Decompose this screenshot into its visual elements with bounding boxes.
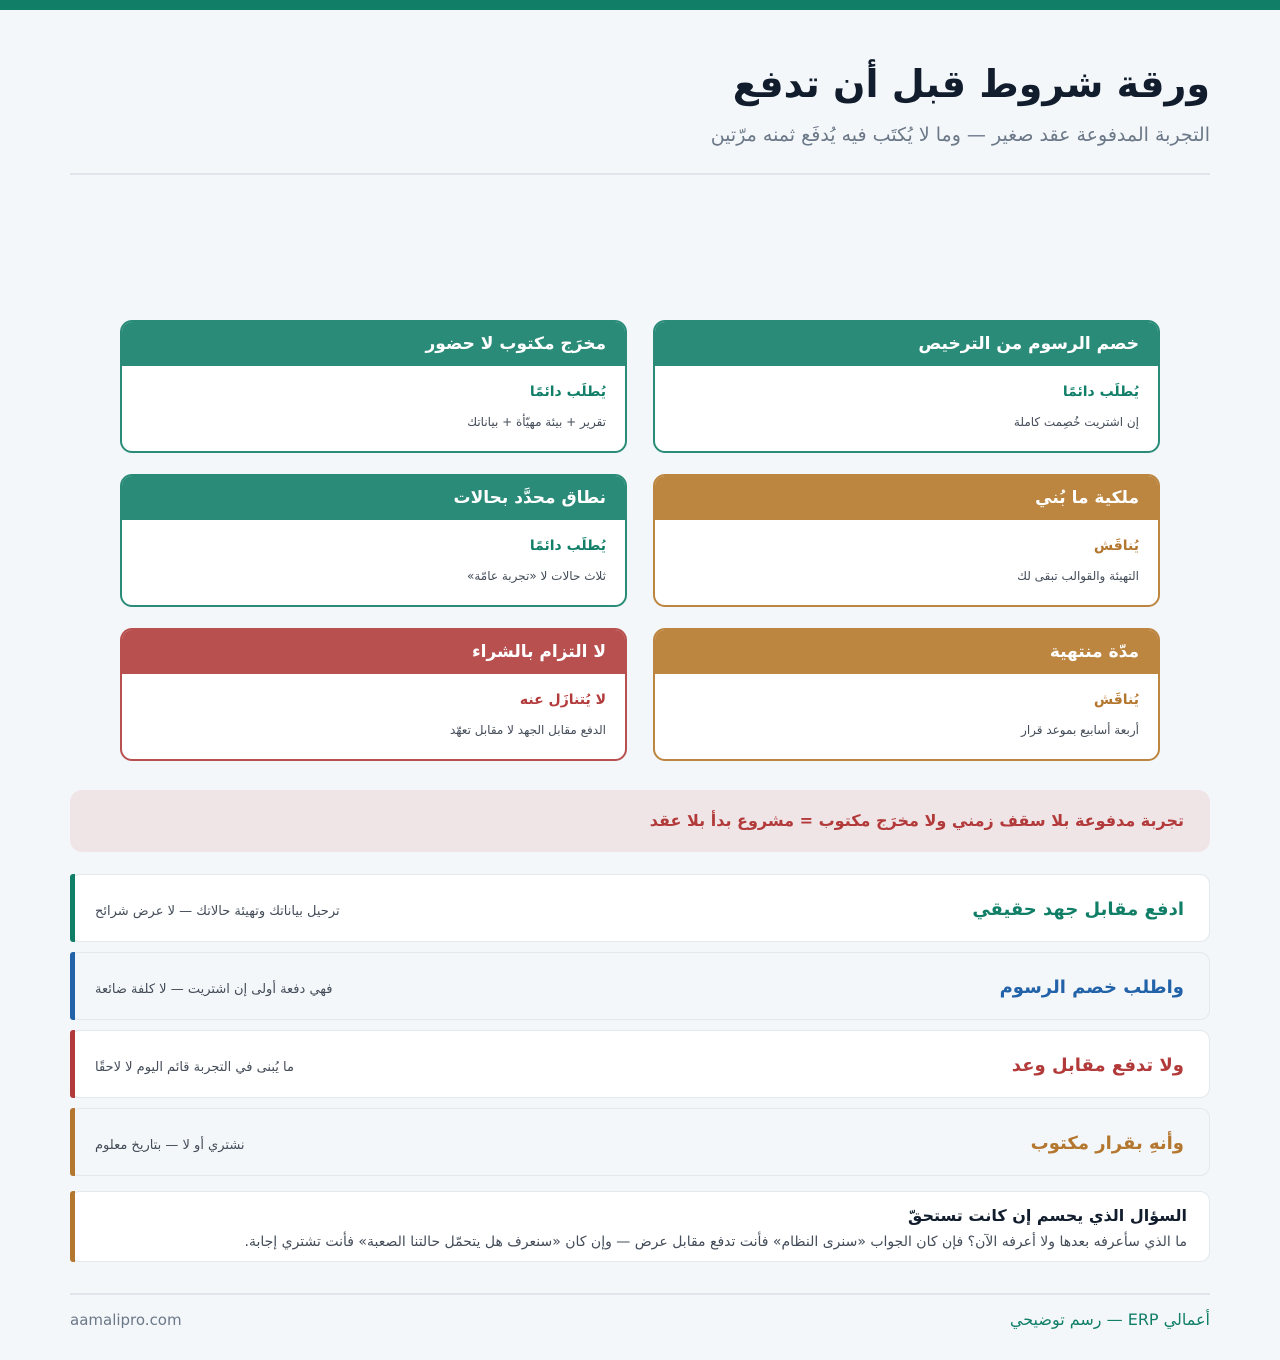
rule-note: ترحيل بياناتك وتهيئة حالاتك — لا عرض شرائح <box>95 904 340 919</box>
rule-accent-bar <box>70 1108 75 1176</box>
card-description: تقرير + بيئة مهيّأة + بياناتك <box>467 415 606 429</box>
card-title: ملكية ما بُني <box>655 476 1158 520</box>
rule-accent-bar <box>70 952 75 1020</box>
term-card-written-output <box>120 320 627 453</box>
card-title: نطاق محدَّد بحالات <box>122 476 625 520</box>
question-body: ما الذي سأعرفه بعدها ولا أعرفه الآن؟ فإن كان الجواب «سنرى النظام» فأنت تدفع مقابل عرض — وإن كان «سنعرف هل يتحمّل حالتنا الصعبة» فأنت تشتري إجابة. <box>244 1234 1187 1250</box>
term-card-defined-scope <box>120 474 627 607</box>
term-card-no-purchase-commitment <box>120 628 627 761</box>
term-card-fixed-duration <box>653 628 1160 761</box>
rule-title: واطلب خصم الرسوم <box>999 977 1184 998</box>
rule-accent-bar <box>70 1030 75 1098</box>
card-tag: لا يُتنازَل عنه <box>519 692 606 708</box>
rule-accent-bar <box>70 874 75 942</box>
rule-note: نشتري أو لا — بتاريخ معلوم <box>95 1138 245 1153</box>
rule-row-no-pay-for-promise <box>70 1030 1210 1098</box>
card-tag: يُطلَب دائمًا <box>529 538 606 554</box>
card-title: مدّة منتهية <box>655 630 1158 674</box>
term-card-ownership <box>653 474 1160 607</box>
page-header <box>70 60 1210 148</box>
question-title: السؤال الذي يحسم إن كانت تستحقّ <box>908 1206 1187 1225</box>
rule-row-pay-real-effort <box>70 874 1210 942</box>
rule-row-request-fee-discount <box>70 952 1210 1020</box>
card-title: خصم الرسوم من الترخيص <box>655 322 1158 366</box>
card-tag: يُناقَش <box>1093 692 1139 708</box>
card-tag: يُناقَش <box>1093 538 1139 554</box>
page-subtitle: التجربة المدفوعة عقد صغير — وما لا يُكتَب فيه يُدفَع ثمنه مرّتين <box>710 124 1210 146</box>
card-tag: يُطلَب دائمًا <box>1062 384 1139 400</box>
rule-row-written-decision <box>70 1108 1210 1176</box>
footer-site-link[interactable]: aamalipro.com <box>70 1311 182 1329</box>
card-tag: يُطلَب دائمًا <box>529 384 606 400</box>
rule-note: ما يُبنى في التجربة قائم اليوم لا لاحقًا <box>95 1060 294 1075</box>
deciding-question-box <box>70 1191 1210 1262</box>
card-description: أربعة أسابيع بموعد قرار <box>1021 723 1139 737</box>
card-description: إن اشتريت خُصِمت كاملة <box>1013 415 1139 429</box>
card-description: ثلاث حالات لا «تجربة عامّة» <box>467 569 606 583</box>
card-description: الدفع مقابل الجهد لا مقابل تعهّد <box>449 723 606 737</box>
warning-banner: تجربة مدفوعة بلا سقف زمني ولا مخرَج مكتوب = مشروع بدأ بلا عقد <box>70 790 1210 852</box>
rule-title: ادفع مقابل جهد حقيقي <box>972 899 1184 920</box>
top-accent-bar <box>0 0 1280 10</box>
footer-brand: أعمالي ERP — رسم توضيحي <box>1009 1310 1210 1329</box>
card-description: التهيئة والقوالب تبقى لك <box>1017 569 1139 583</box>
card-title: مخرَج مكتوب لا حضور <box>122 322 625 366</box>
question-accent-bar <box>70 1191 75 1262</box>
page-title: ورقة شروط قبل أن تدفع <box>732 62 1210 106</box>
footer-divider <box>70 1293 1210 1295</box>
header-divider <box>70 173 1210 175</box>
rule-note: فهي دفعة أولى إن اشتريت — لا كلفة ضائعة <box>95 982 333 997</box>
card-title: لا التزام بالشراء <box>122 630 625 674</box>
term-card-fee-discount <box>653 320 1160 453</box>
rule-title: وأنهِ بقرار مكتوب <box>1030 1133 1184 1154</box>
rule-title: ولا تدفع مقابل وعد <box>1011 1055 1184 1076</box>
